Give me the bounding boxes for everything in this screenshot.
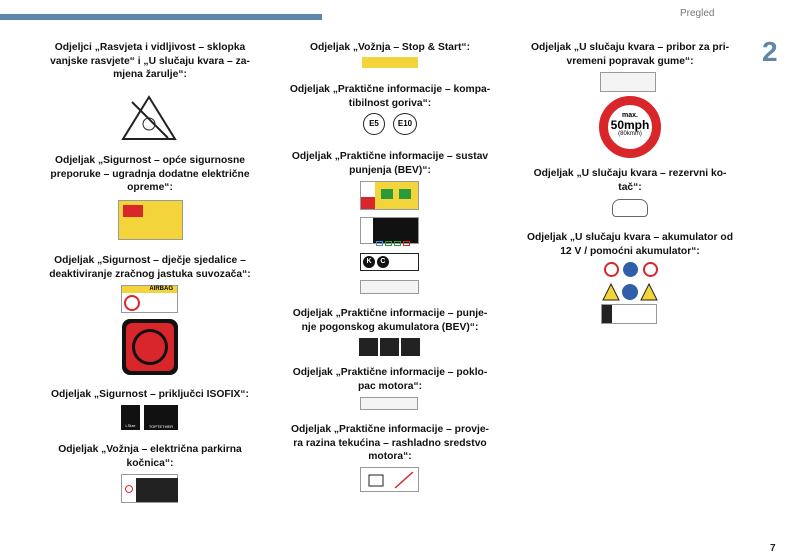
top-tether-icon: TOPTETHER: [144, 405, 178, 430]
tyre-repair-label-icon: [600, 72, 656, 92]
charging-status-icon: [360, 217, 419, 244]
bonnet-label-icon: [360, 397, 418, 410]
parking-brake-label-icon: [121, 474, 178, 503]
stop-start-label-icon: [362, 57, 418, 68]
battery-warning-icons: [602, 283, 658, 301]
spare-wheel-label-icon: [612, 199, 648, 217]
coolant-label-icon: [360, 467, 419, 492]
electrical-equipment-label-icon: [118, 200, 183, 240]
heading-bonnet: Odjeljak „Praktične informacije – poklo- pac motora“:: [292, 367, 488, 392]
heading-tyre-repair-kit: Odjeljak „U slučaju kvara – pribor za pri- vremeni popravak gume“:: [531, 42, 729, 67]
heading-12v-battery: Odjeljak „U slučaju kvara – akumulator od 12 V / pomoćni akumulator“:: [526, 232, 733, 257]
heading-parking-brake: Odjeljak „Vožnja – električna parkirna kočnica“:: [58, 444, 242, 469]
heading-coolant: Odjeljak „Praktične informacije – provje- ra razina tekućina – rashladno sredstvo motora“:: [290, 424, 489, 462]
charging-key-label: K C: [360, 253, 419, 271]
heading-isofix: Odjeljak „Sigurnost – priključci ISOFIX“:: [51, 389, 249, 400]
heading-fuel-compat: Odjeljak „Praktične informacije – kompa- tibilnost goriva“:: [289, 84, 491, 109]
page-number: 7: [770, 543, 776, 554]
fuel-e10-icon: E10: [393, 113, 417, 135]
chapter-number: 2: [762, 36, 778, 67]
heading-spare-wheel: Odjeljak „U slučaju kvara – rezervni ko- tač“:: [533, 168, 727, 193]
fuel-e5-icon: E5: [363, 113, 385, 135]
heading-child-seats: Odjeljak „Sigurnost – dječje sjedalice – deaktiviranje zračnog jastuka suvozača“:: [49, 255, 251, 280]
battery-prohibition-icons: [604, 262, 658, 277]
heading-traction-battery: Odjeljak „Praktične informacije – punje- nje pogonskog akumulatora (BEV)“:: [292, 308, 488, 333]
charging-label-icon: [360, 181, 419, 210]
heading-lighting: Odjeljci „Rasvjeta i vidljivost – sklopka vanjske rasvjete“ i „U slučaju kvara – za- mjena žarulje“:: [50, 42, 250, 80]
isofix-icon: i-Size: [121, 405, 140, 430]
heading-stop-start: Odjeljak „Vožnja – Stop & Start“:: [309, 42, 470, 53]
heading-charging-system: Odjeljak „Praktične informacije – sustav punjenja (BEV)“:: [291, 151, 489, 176]
heading-general-safety: Odjeljak „Sigurnost – opće sigurnosne preporuke – ugradnja dodatne električne opreme“:: [50, 155, 250, 193]
header-accent-bar: [0, 14, 322, 20]
airbag-warning-label: AIRBAG: [121, 285, 178, 313]
airbag-deactivation-icon: [122, 319, 178, 375]
no-light-warning-icon: [120, 94, 178, 142]
section-title: Pregled: [680, 8, 715, 19]
battery-connection-label-icon: [601, 304, 657, 324]
traction-battery-icons: [359, 338, 420, 356]
charging-warnings-label-icon: [360, 280, 419, 294]
speed-limit-sign: max. 50mph (80km/h): [599, 96, 661, 158]
